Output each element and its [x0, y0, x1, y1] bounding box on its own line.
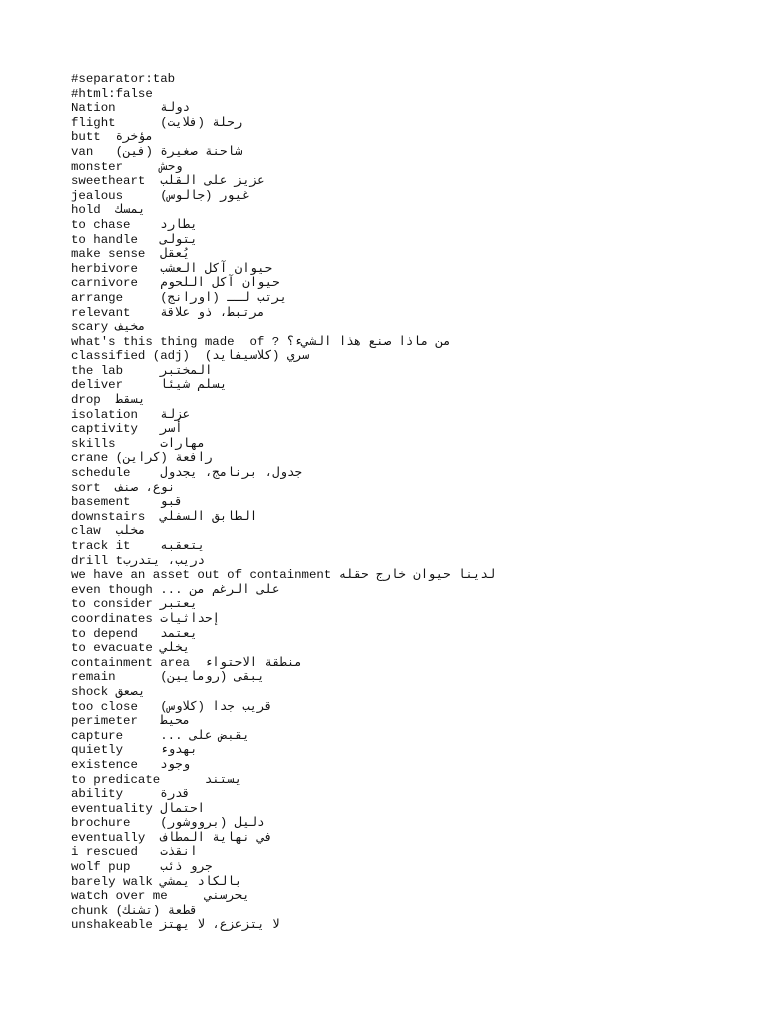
- text-line: deliver يسلم شيئا: [71, 378, 228, 393]
- text-line: coordinates إحداثيات: [71, 611, 220, 626]
- text-line: shock يصعق: [71, 684, 146, 699]
- text-line: wolf pup جرو ذئب: [71, 860, 213, 875]
- text-line: isolation عزلة: [71, 407, 191, 422]
- text-line: captivity أسر: [71, 422, 183, 437]
- text-line: drop يسقط: [71, 393, 146, 408]
- text-line: sweetheart عزيز على القلب: [71, 174, 265, 189]
- text-line: drill tدريب، يتدرب: [71, 553, 206, 568]
- text-line: hold يمسك: [71, 203, 146, 218]
- text-line: #html:false: [71, 86, 153, 101]
- text-line: to handle يتولى: [71, 232, 198, 247]
- text-line: claw مخلب: [71, 524, 146, 539]
- text-line: scary مخيف: [71, 320, 146, 335]
- text-line: what's this thing made of ? من ماذا صنع هذا الشيء؟: [71, 334, 451, 349]
- text-line: to consider يعتبر: [71, 597, 198, 612]
- text-line: skills مهارات: [71, 436, 205, 451]
- text-line: herbivore حيوان آكل العشب: [71, 261, 273, 276]
- text-line: flight رحلة (فلايت): [71, 115, 243, 130]
- text-line: the lab المختبر: [71, 363, 213, 378]
- text-line: to chase يطارد: [71, 217, 198, 232]
- text-line: eventually في نهاية المطاف: [71, 830, 273, 845]
- text-line: remain يبقى (رومايين): [71, 670, 265, 685]
- vocabulary-text: [71, 72, 495, 933]
- text-line: track it يتعقبه: [71, 539, 205, 553]
- text-line: containment area منطقة الاحتواء: [71, 655, 302, 670]
- text-line: unshakeable لا يتزعزع، لا يهتز: [71, 918, 280, 933]
- text-line: even though ... على الرغم من: [71, 582, 280, 597]
- text-line: arrange يرتب لــ (اورانج): [71, 290, 287, 305]
- text-line: to predicate يستند: [71, 772, 243, 787]
- text-line: barely walk بالكاد يمشي: [71, 874, 243, 889]
- text-line: perimeter محيط: [71, 714, 191, 729]
- text-line: downstairs الطابق السفلي: [71, 509, 258, 524]
- text-line: to depend يعتمد: [71, 626, 198, 641]
- text-line: crane (كراين) رافعة: [71, 451, 213, 466]
- text-line: sort نوع، صنف: [71, 480, 176, 495]
- text-line: make sense يُعقل: [71, 247, 191, 262]
- text-line: butt مؤخرة: [71, 130, 153, 145]
- text-line: #separator:tab: [71, 72, 176, 86]
- text-line: classified (adj) سري (كلاسيفايد): [71, 349, 310, 364]
- text-line: jealous غيور (جالوس): [71, 188, 250, 203]
- text-line: Nation دولة: [71, 101, 191, 116]
- text-line: watch over me يحرسني: [71, 889, 250, 904]
- text-line: ability قدرة: [71, 787, 191, 802]
- text-line: basement قبو: [71, 495, 183, 510]
- text-line: schedule جدول، برنامج، يجدول: [71, 466, 302, 481]
- text-line: existence وجود: [71, 757, 191, 772]
- text-line: carnivore حيوان آكل اللحوم: [71, 276, 280, 291]
- text-line: eventuality احتمال: [71, 801, 205, 816]
- text-line: relevant مرتبط، ذو علاقة: [71, 305, 265, 320]
- text-line: monster وحش: [71, 159, 183, 174]
- text-line: we have an asset out of containment لدينا حيوان خارج حقله: [71, 568, 496, 583]
- text-line: brochure دليل (برووشور): [71, 816, 265, 831]
- text-line: too close قريب جدا (كلاوس): [71, 699, 273, 714]
- text-line: quietly بهدوء: [71, 743, 198, 758]
- text-line: i rescued انقذت: [71, 845, 198, 860]
- text-line: chunk (تشنك) قطعة: [71, 903, 198, 918]
- text-line: van (فين) شاحنة صغيرة: [71, 144, 243, 159]
- text-line: capture ... يقبض على: [71, 728, 250, 743]
- text-line: to evacuate يخلي: [71, 641, 191, 656]
